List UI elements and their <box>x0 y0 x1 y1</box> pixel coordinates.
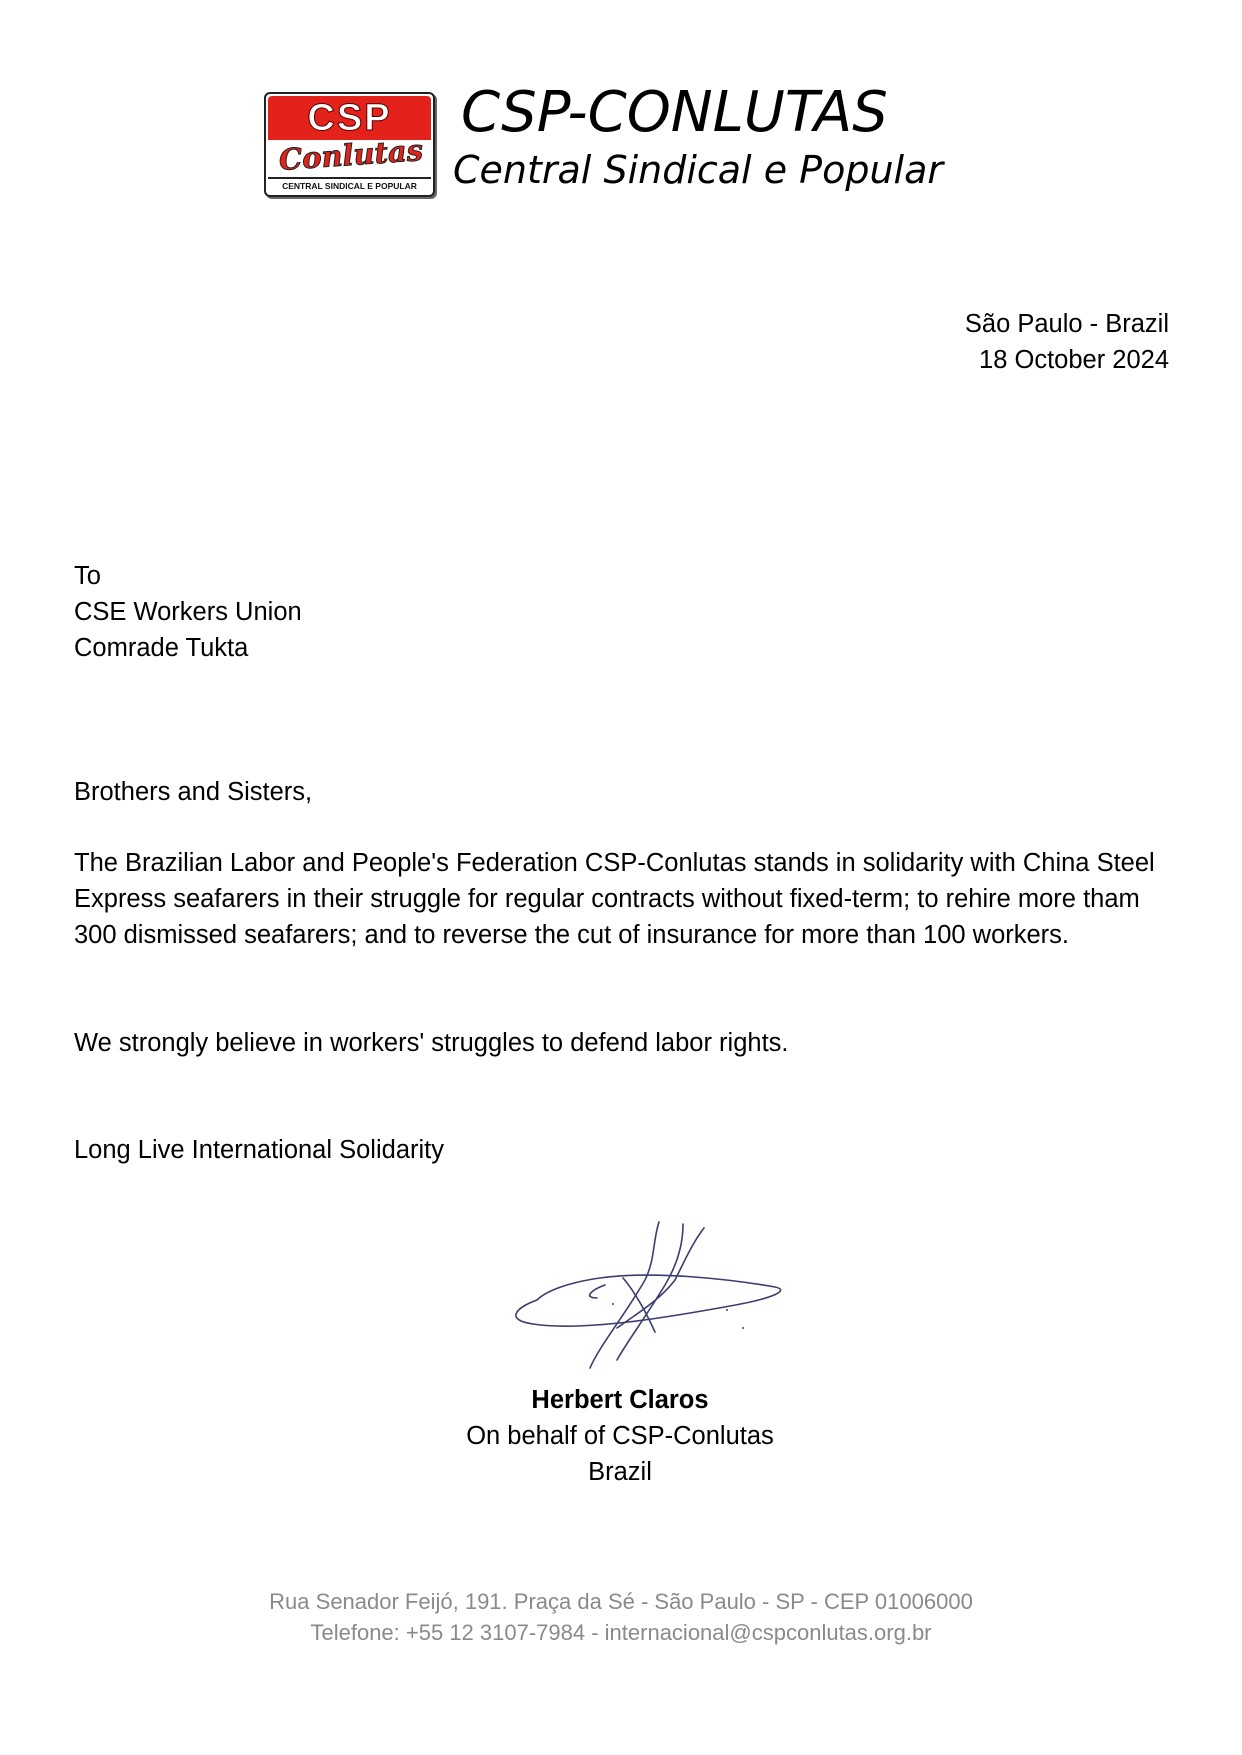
recipient-person: Comrade Tukta <box>74 634 249 662</box>
letter-closing: Long Live International Solidarity <box>74 1136 444 1164</box>
letter-footer <box>120 1586 1122 1648</box>
handwritten-signature <box>505 1220 795 1380</box>
letter-paragraph: The Brazilian Labor and People's Federation CSP-Conlutas stands in solidarity with China Steel Express seafarers in their struggle for regular contracts without fixed-term; to rehire more tham 300 dismissed seafarers; and to reverse the cut of insurance for more than 100 workers. <box>74 849 1155 949</box>
letter-place: São Paulo - Brazil <box>964 310 1169 338</box>
footer-address: Rua Senador Feijó, 191. Praça da Sé - São Paulo - SP - CEP 01006000 <box>269 1589 973 1614</box>
letter-greeting: Brothers and Sisters, <box>74 778 313 806</box>
logo-script-text: Conlutas <box>277 133 425 177</box>
logo-bar-text: CENTRAL SINDICAL E POPULAR <box>268 177 431 193</box>
signer-country: Brazil <box>588 1458 652 1486</box>
signer-behalf: On behalf of CSP-Conlutas <box>466 1422 774 1450</box>
organization-name: CSP-CONLUTAS <box>461 80 888 145</box>
footer-contact: Telefone: +55 12 3107-7984 - internacional@cspconlutas.org.br <box>310 1620 932 1645</box>
recipient-to: To <box>74 562 101 590</box>
recipient-organization: CSE Workers Union <box>74 598 302 626</box>
organization-logo <box>264 92 435 197</box>
signer-block <box>380 1382 860 1490</box>
recipient-block <box>74 558 302 666</box>
letter-date: 18 October 2024 <box>979 346 1169 374</box>
logo-csp-text: CSP <box>268 96 431 140</box>
organization-subtitle: Central Sindical e Popular <box>453 148 943 192</box>
letter-belief: We strongly believe in workers' struggles to defend labor rights. <box>74 1029 789 1057</box>
signer-name: Herbert Claros <box>531 1386 709 1414</box>
place-date-block <box>965 306 1169 378</box>
